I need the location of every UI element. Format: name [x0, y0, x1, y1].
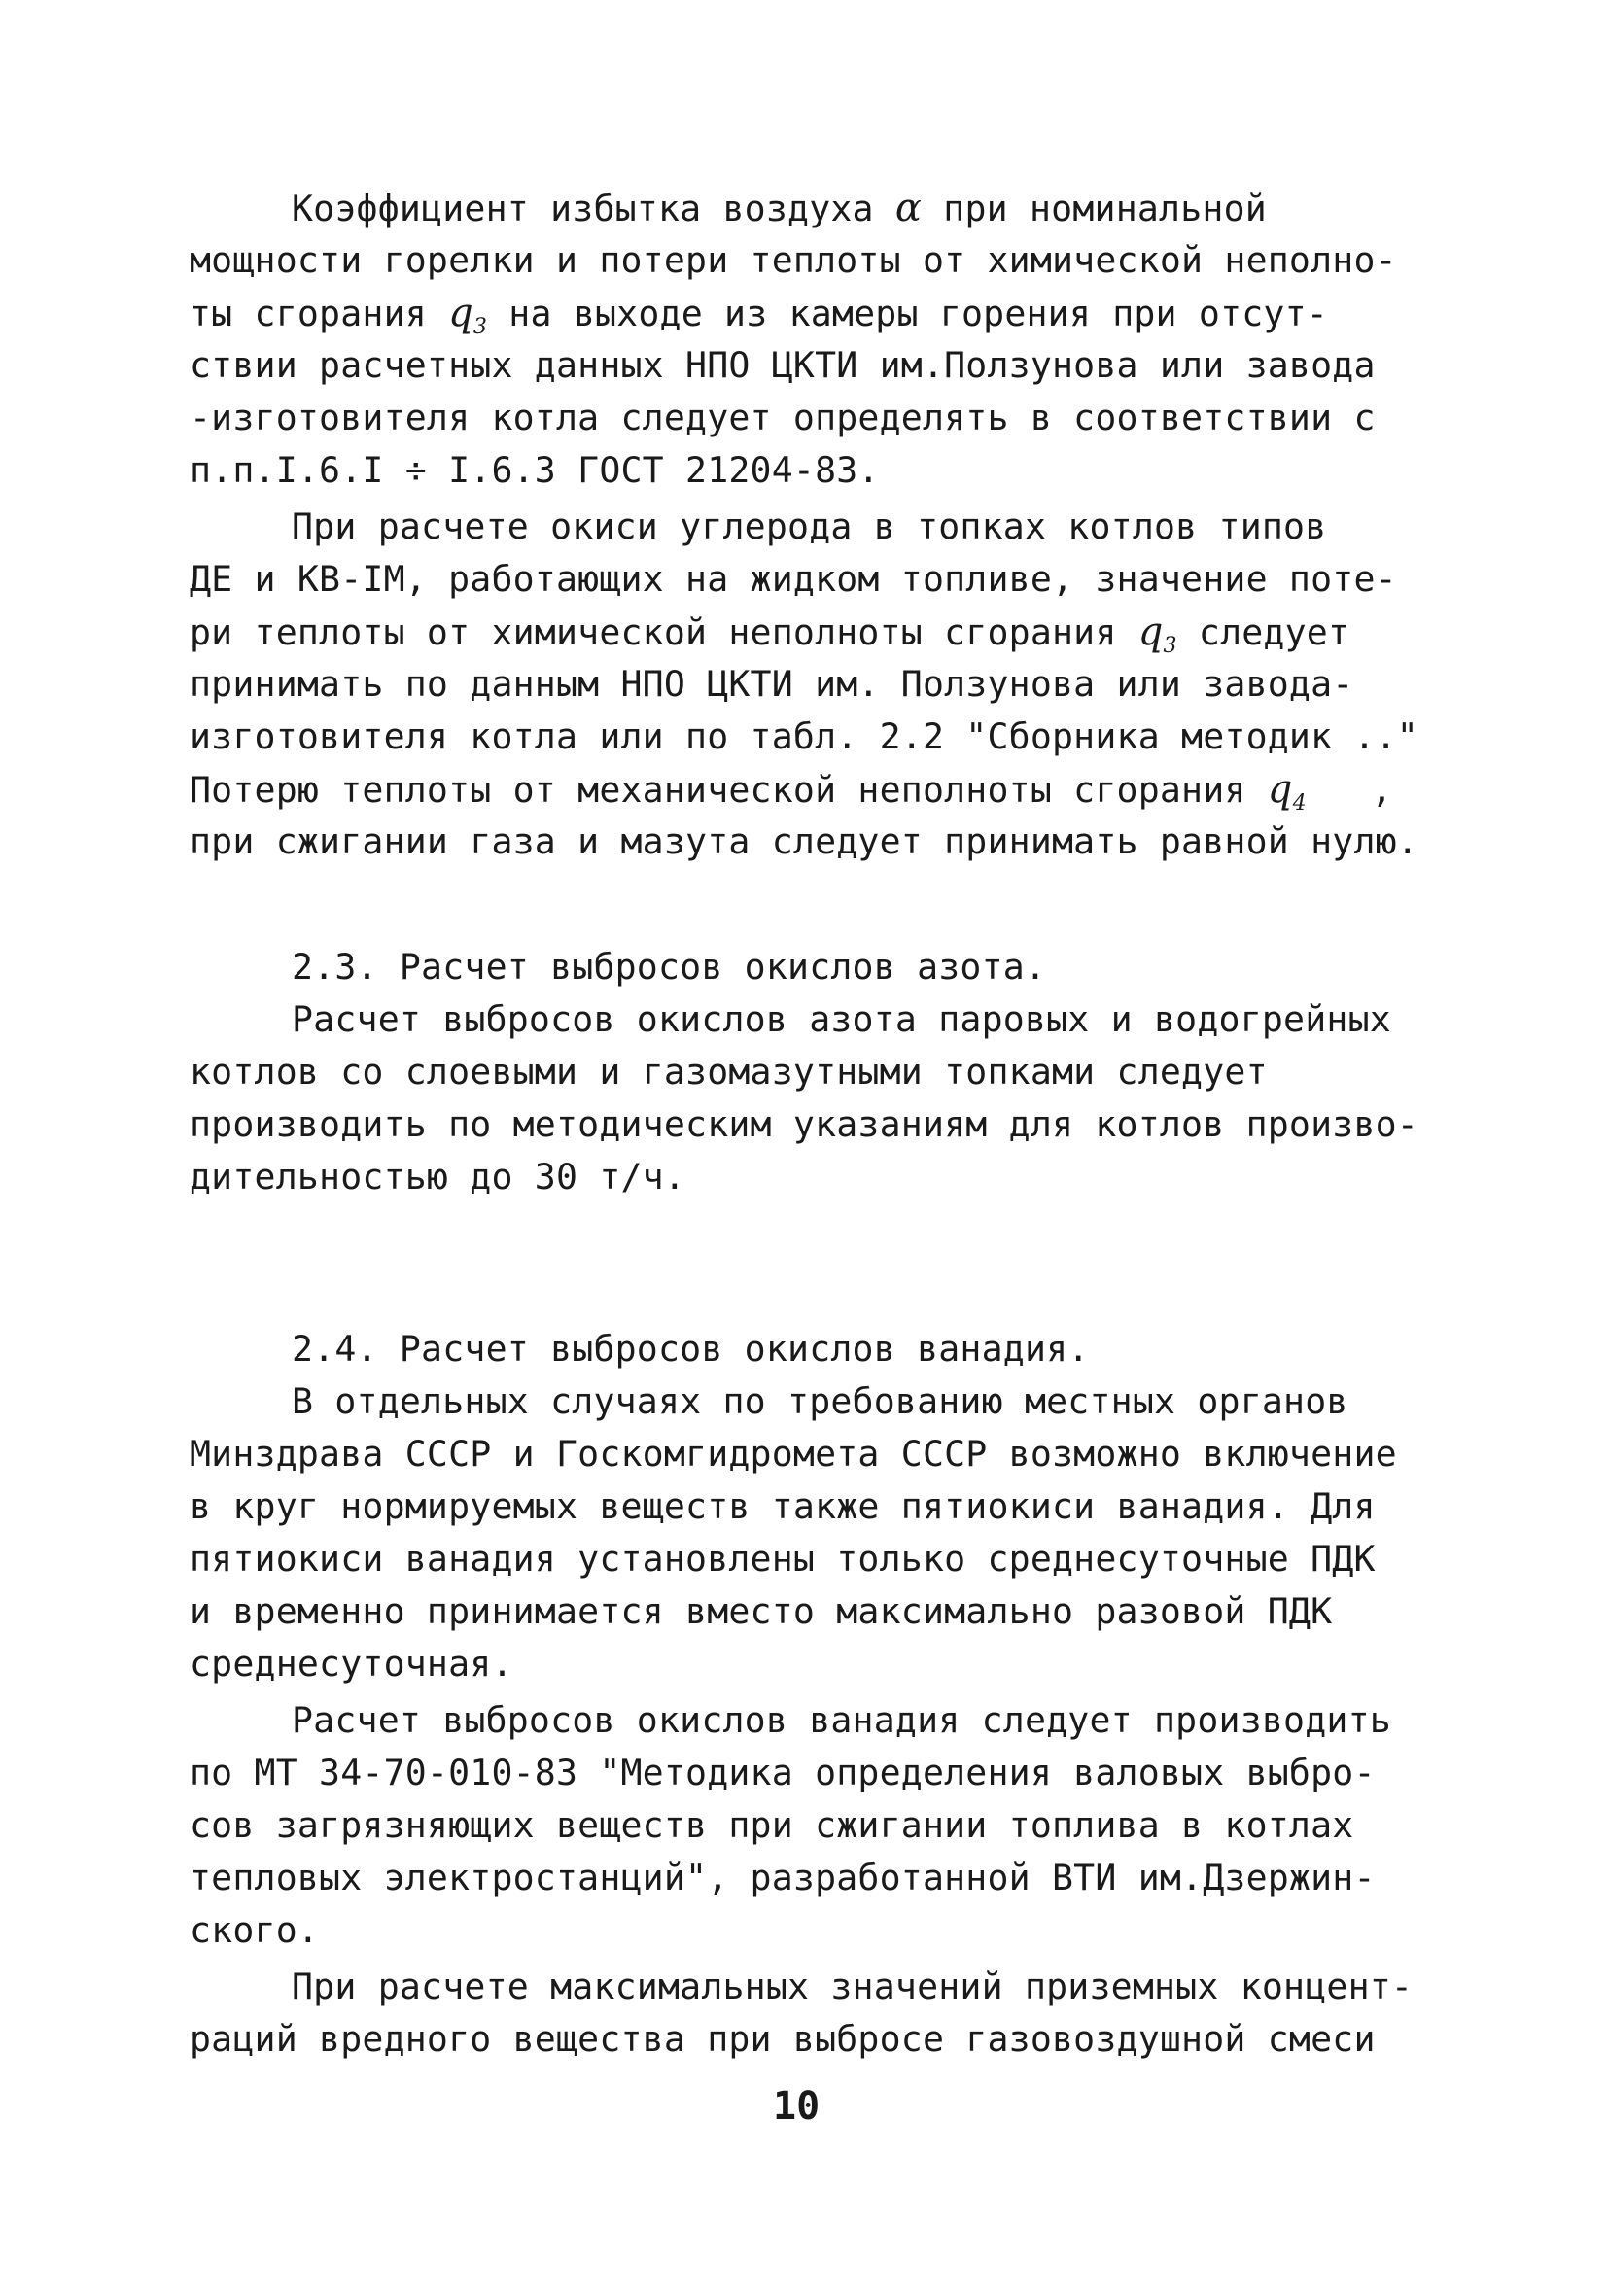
- text-line: в круг нормируемых веществ также пятиокиси ванадия. Для: [190, 1485, 1376, 1527]
- text-line: раций вредного вещества при выбросе газовоздушной смеси: [190, 2018, 1376, 2060]
- text-line: В отдельных случаях по требованию местных органов: [292, 1380, 1348, 1422]
- text-line: тепловых электростанций", разработанной ВТИ им.Дзержин-: [190, 1857, 1376, 1898]
- section-heading-2-3: 2.3. Расчет выбросов окислов азота.: [292, 946, 1047, 988]
- q3-subscript: 3: [472, 315, 488, 339]
- text-line: Потерю теплоты от механической неполноты сгорания $q_4$ ,: [190, 767, 1393, 816]
- page-number: 10: [773, 2084, 821, 2129]
- text-line: ского.: [190, 1909, 320, 1951]
- q3-symbol: q: [448, 291, 473, 335]
- text-line: ри теплоты от химической неполноты сгорания $q_3$ следует: [190, 609, 1350, 658]
- alpha-symbol: α: [894, 186, 923, 230]
- q3-symbol: q: [1137, 609, 1164, 654]
- text-line: Минздрава СССР и Госкомгидромета СССР возможно включение: [190, 1433, 1397, 1475]
- q3-subscript: 3: [1163, 634, 1177, 658]
- text-line: ДЕ и КВ-IМ, работающих на жидком топливе, значение поте-: [190, 558, 1397, 600]
- text-line: Коэффициент избытка воздуха α при номинальной: [292, 186, 1267, 230]
- text-line: мощности горелки и потери теплоты от химической неполно-: [190, 239, 1397, 281]
- text-line: пятиокиси ванадия установлены только среднесуточные ПДК: [190, 1538, 1376, 1580]
- text-line: При расчете максимальных значений приземных концент-: [292, 1966, 1414, 2007]
- text-line: производить по методическим указаниям для котлов произво-: [190, 1103, 1418, 1145]
- section-heading-2-4: 2.4. Расчет выбросов окислов ванадия.: [292, 1328, 1090, 1370]
- text-line: -изготовителя котла следует определять в соответствии с: [190, 397, 1376, 438]
- text-line: дительностью до 30 т/ч.: [190, 1156, 686, 1198]
- text-line: При расчете окиси углерода в топках котлов типов: [292, 505, 1327, 547]
- text-line: сов загрязняющих веществ при сжигании топлива в котлах: [190, 1804, 1354, 1846]
- text-line: по МТ 34-70-010-83 "Методика определения валовых выбро-: [190, 1752, 1376, 1793]
- text-line: котлов со слоевыми и газомазутными топками следует: [190, 1051, 1268, 1093]
- text-line: Расчет выбросов окислов азота паровых и водогрейных: [292, 998, 1391, 1040]
- q4-subscript: 4: [1292, 791, 1307, 816]
- text-line: п.п.I.6.I ÷ I.6.3 ГОСТ 21204-83.: [190, 449, 880, 491]
- text-line: Расчет выбросов окислов ванадия следует производить: [292, 1699, 1391, 1741]
- text-line: ствии расчетных данных НПО ЦКТИ им.Ползунова или завода: [190, 344, 1376, 386]
- text-line: при сжигании газа и мазута следует принимать равной нулю.: [190, 820, 1418, 862]
- q4-symbol: q: [1267, 767, 1293, 812]
- text-line: принимать по данным НПО ЦКТИ им. Ползунова или завода-: [190, 663, 1354, 705]
- text-line: изготовителя котла или по табл. 2.2 "Сборника методик ..": [190, 715, 1418, 757]
- text-line: и временно принимается вместо максимально разовой ПДК: [190, 1590, 1333, 1632]
- text-line: среднесуточная.: [190, 1643, 513, 1685]
- text-line: ты сгорания $q_3$ на выходе из камеры горения при отсут-: [190, 291, 1328, 339]
